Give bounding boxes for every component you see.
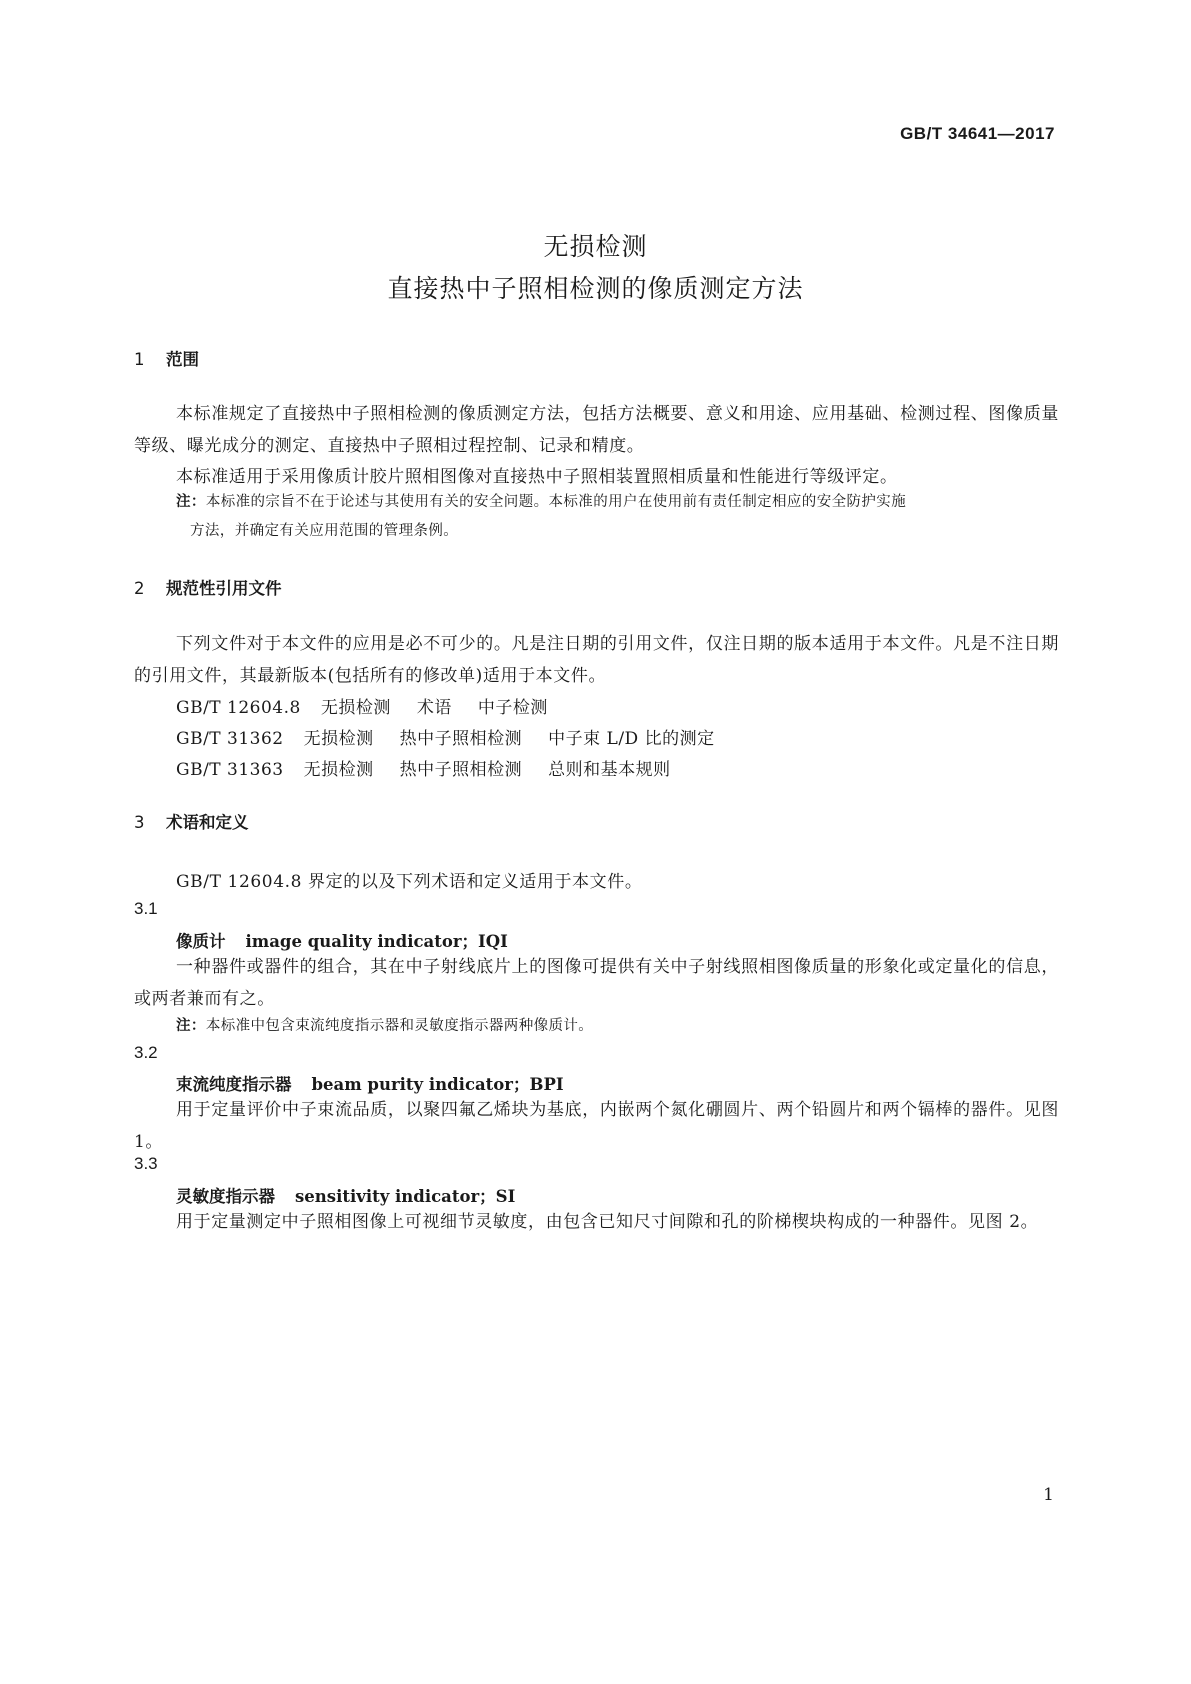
term-definition: 一种器件或器件的组合，其在中子射线底片上的图像可提供有关中子射线照相图像质量的形象化或定量化的信息，或两者兼而有之。 [134, 957, 1059, 1009]
term-chinese: 灵敏度指示器 [176, 1187, 275, 1206]
term-note [176, 1012, 1061, 1041]
reference-title-part: 无损检测 [303, 760, 374, 780]
reference-item [176, 724, 715, 749]
term-chinese: 像质计 [176, 932, 226, 951]
section-number: 3 [134, 813, 145, 832]
references-paragraph: 下列文件对于本文件的应用是必不可少的。凡是注日期的引用文件，仅注日期的版本适用于本文件。凡是不注日期的引用文件，其最新版本(包括所有的修改单)适用于本文件。 [134, 634, 1059, 686]
scope-note [176, 488, 1061, 546]
reference-title-part: 中子检测 [477, 698, 548, 718]
term-definition: 用于定量测定中子照相图像上可视细节灵敏度，由包含已知尺寸间隙和孔的阶梯楔块构成的一种器件。见图 2。 [176, 1212, 1039, 1232]
section-heading-scope [134, 346, 199, 370]
document-title [0, 226, 1191, 310]
reference-title-part: 无损检测 [303, 729, 374, 749]
section-heading-terms [134, 809, 249, 833]
reference-title-part: 无损检测 [320, 698, 391, 718]
note-text-line-1: 本标准的宗旨不在于论述与其使用有关的安全问题。本标准的用户在使用前有责任制定相应的安全防护实施 [205, 494, 907, 510]
note-label: 注： [176, 1018, 206, 1034]
clause-number: 3.2 [134, 1043, 158, 1062]
reference-title-part: 热中子照相检测 [399, 729, 523, 749]
section-title: 术语和定义 [166, 813, 249, 832]
section-title: 规范性引用文件 [166, 579, 282, 598]
reference-title-part: 热中子照相检测 [399, 760, 523, 780]
note-label: 注： [176, 494, 206, 510]
clause-number: 3.3 [134, 1154, 158, 1173]
term-english: beam purity indicator；BPI [311, 1075, 564, 1094]
reference-code: GB/T 31362 [176, 729, 284, 749]
reference-title-part: 术语 [416, 698, 452, 718]
section-title: 范围 [166, 350, 199, 369]
term-heading [176, 1183, 515, 1207]
section-number: 2 [134, 579, 145, 598]
reference-code: GB/T 12604.8 [176, 698, 301, 718]
reference-title-part: 总则和基本规则 [548, 760, 671, 780]
scope-paragraph-2: 本标准适用于采用像质计胶片照相图像对直接热中子照相装置照相质量和性能进行等级评定。 [176, 467, 898, 487]
term-heading [176, 928, 508, 952]
reference-code: GB/T 31363 [176, 760, 284, 780]
clause-number: 3.1 [134, 899, 158, 918]
note-text: 本标准中包含束流纯度指示器和灵敏度指示器两种像质计。 [205, 1018, 594, 1034]
standard-number: GB/T 34641—2017 [900, 124, 1055, 143]
scope-paragraph-1: 本标准规定了直接热中子照相检测的像质测定方法，包括方法概要、意义和用途、应用基础、检测过程、图像质量等级、曝光成分的测定、直接热中子照相过程控制、记录和精度。 [134, 404, 1059, 456]
term-english: sensitivity indicator；SI [295, 1187, 516, 1206]
term-heading [176, 1071, 564, 1095]
section-heading-normative-references [134, 575, 282, 599]
reference-item [176, 693, 548, 718]
term-english: image quality indicator；IQI [245, 932, 508, 951]
reference-title-part: 中子束 L/D 比的测定 [548, 729, 715, 749]
terms-intro: GB/T 12604.8 界定的以及下列术语和定义适用于本文件。 [176, 872, 643, 892]
title-line-2: 直接热中子照相检测的像质测定方法 [387, 274, 804, 303]
reference-item [176, 755, 671, 780]
page-number: 1 [1043, 1485, 1054, 1505]
note-text-line-2: 方法，并确定有关应用范围的管理条例。 [190, 523, 459, 539]
title-line-1: 无损检测 [543, 232, 648, 261]
section-number: 1 [134, 350, 145, 369]
term-chinese: 束流纯度指示器 [176, 1075, 292, 1094]
term-definition: 用于定量评价中子束流品质，以聚四氟乙烯块为基底，内嵌两个氮化硼圆片、两个铅圆片和两个镉棒的器件。见图 1。 [134, 1100, 1059, 1152]
